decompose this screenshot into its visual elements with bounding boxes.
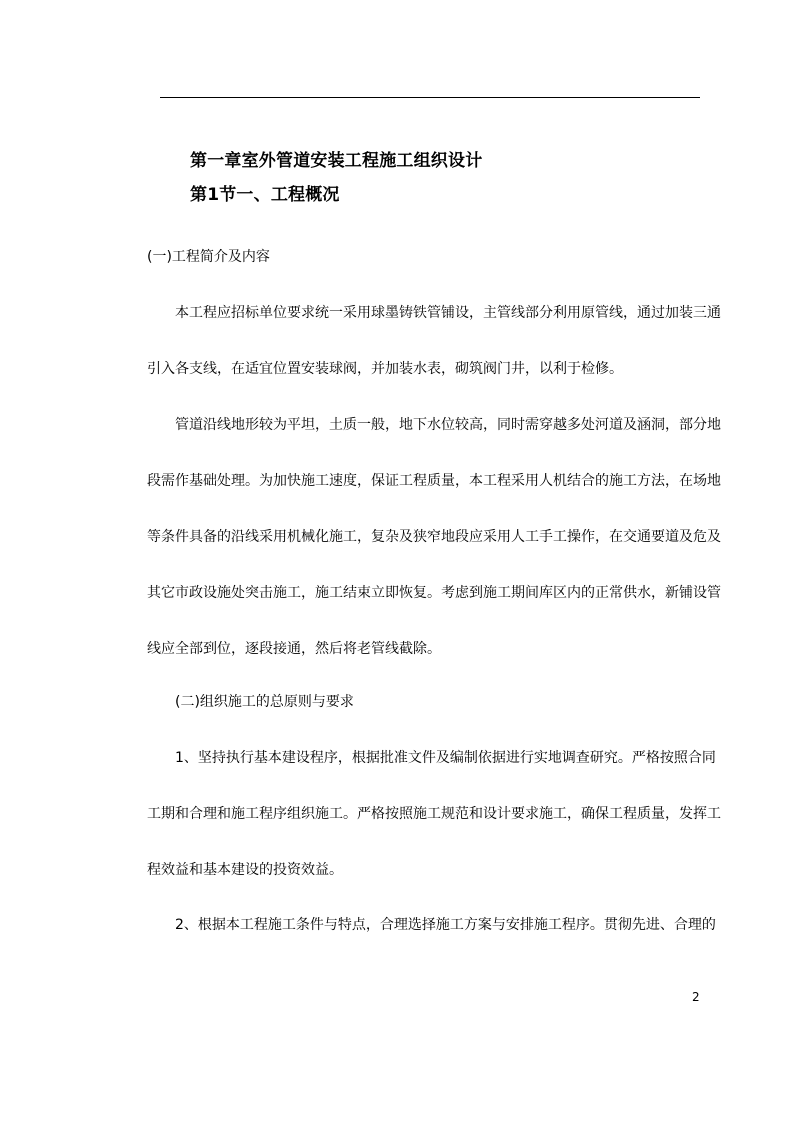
subsection-heading: (二)组织施工的总原则与要求 — [175, 694, 354, 710]
paragraph-line: 线应全部到位，逐段接通，然后将老管线截除。 — [147, 641, 441, 657]
paragraph-line: 其它市政设施处突击施工，施工结束立即恢复。考虑到施工期间库区内的正常供水，新铺设管 — [147, 585, 721, 601]
header-rule — [160, 97, 700, 98]
chapter-title: 第一章室外管道安装工程施工组织设计 — [190, 151, 483, 171]
paragraph-line: 等条件具备的沿线采用机械化施工，复杂及狭窄地段应采用人工手工操作，在交通要道及危及 — [147, 529, 721, 545]
paragraph-line: 本工程应招标单位要求统一采用球墨铸铁管铺设，主管线部分利用原管线，通过加装三通 — [175, 305, 721, 321]
section-title: 第1节一、工程概况 — [190, 185, 340, 205]
paragraph-line: 引入各支线，在适宜位置安装球阀，并加装水表，砌筑阀门井，以利于检修。 — [147, 361, 623, 377]
paragraph-line: 程效益和基本建设的投资效益。 — [147, 862, 343, 878]
paragraph-line: 段需作基础处理。为加快施工速度，保证工程质量，本工程采用人机结合的施工方法，在场地 — [147, 473, 721, 489]
paragraph-line: 工期和合理和施工程序组织施工。严格按照施工规范和设计要求施工，确保工程质量，发挥工 — [147, 806, 721, 822]
paragraph-line: 管道沿线地形较为平坦，土质一般，地下水位较高，同时需穿越多处河道及涵洞，部分地 — [175, 417, 721, 433]
paragraph-line: 1、坚持执行基本建设程序，根据批准文件及编制依据进行实地调查研究。严格按照合同 — [175, 750, 716, 766]
paragraph-line: 2、根据本工程施工条件与特点，合理选择施工方案与安排施工程序。贯彻先进、合理的 — [175, 917, 716, 933]
page-number: 2 — [692, 990, 700, 1004]
subsection-heading: (一)工程简介及内容 — [147, 249, 270, 265]
